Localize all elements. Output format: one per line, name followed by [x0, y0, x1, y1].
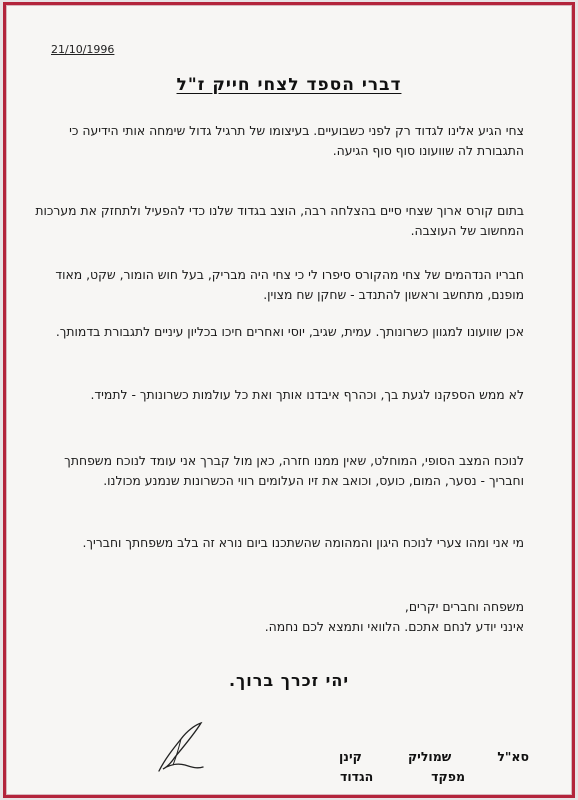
paragraph-2: בתום קורס ארוך שצחי סיים בהצלחה רבה, הוצב בגדוד שלנו כדי להפעיל ולתחזק את מערכות המחשוב של העוצבה.	[35, 203, 524, 238]
paragraph-4: אכן שוועונו למגוון כשרונותך. עמית, שגיב, יוסי ואחרים חיכו בכליון עיניים לתגבורת בדמותך.	[55, 324, 524, 339]
signature-role: מפקד	[431, 769, 465, 784]
paragraph-6: לנוכח המצב הסופי, המוחלט, שאין ממנו חזרה, כאן מול קברך אני עומד לנוכח משפחתך וחבריך - נסער, המום, כועס, וכואב את זיו העלומים רווי הכשרונות שנמנע מכולנו.	[64, 453, 524, 488]
paragraph-3: חבריו הנדהמים של צחי מהקורס סיפרו לי כי צחי היה מבריק, בעל חוש הומור, שקט, מאוד מופנם, מתחשב וראשון להתנדב - שחקן שח מצוין.	[55, 267, 524, 302]
signature-name-row	[339, 747, 529, 767]
paragraph-8: משפחה וחברים יקרים, אינני יודע לנחם אתכם. הלוואי ותמצא לכם נחמה.	[264, 599, 524, 634]
letter-title-text: דברי הספד לצחי חייק ז"ל	[176, 75, 402, 95]
letter-date: 21/10/1996	[51, 43, 115, 56]
paragraph-1: צחי הגיע אלינו לגדוד רק לפני כשבועיים. בעיצומו של תרגיל גדול שימחה אותי הידיעה כי התגבורת לה שוועונו סוף סוף הגיעה.	[69, 123, 524, 158]
signature-last-name: קינן	[339, 749, 362, 764]
signature-rank: סא"ל	[497, 749, 529, 764]
closing-blessing: יהי זכרך ברוך.	[228, 671, 350, 690]
signature-title-row	[339, 767, 529, 787]
paragraph-5: לא ממש הספקנו לגעת בך, וכהרף איבדנו אותך ואת כל עולמות כשרונותך - לתמיד.	[90, 387, 524, 402]
signature-first-name: שמוליק	[407, 749, 452, 764]
signature-unit: הגדוד	[340, 769, 374, 784]
letter-title	[6, 75, 572, 95]
signature-block	[339, 747, 529, 787]
letter-sheet	[3, 2, 575, 798]
paragraph-7: מי אני ומהו צערי לנוכח היגון והמהומה שהשתכנו ביום נורא זה בלב משפחתך וחבריך.	[82, 535, 524, 550]
handwritten-signature-icon	[151, 719, 211, 779]
